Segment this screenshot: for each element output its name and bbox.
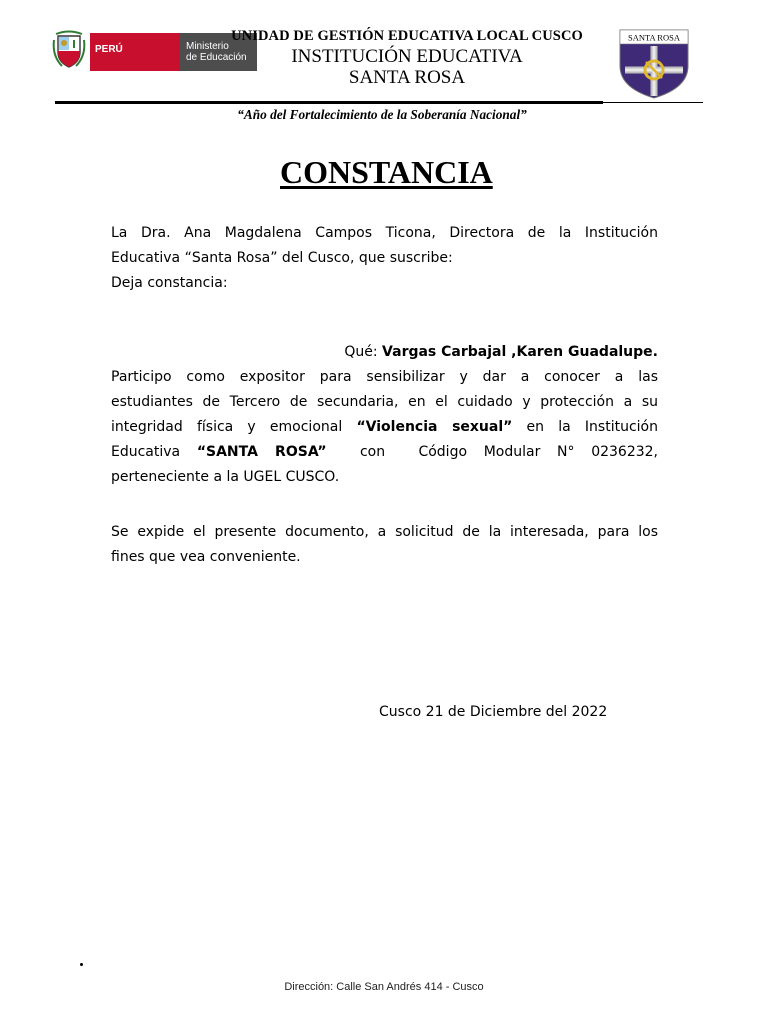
header-rule-thin <box>603 102 703 103</box>
year-motto: “Año del Fortalecimiento de la Soberanía Nacional” <box>237 107 527 122</box>
topic-title: “Violencia sexual” <box>356 419 513 435</box>
recipient-prefix: Qué: <box>344 344 383 360</box>
intro-paragraph <box>111 221 658 296</box>
intro-line-3: Deja constancia: <box>111 275 228 291</box>
closing-line-1: Se expide el presente documento, a solicitud de la interesada, para los <box>111 524 658 540</box>
body-line-1: Participo como expositor para sensibilizar y dar a conocer a las <box>111 369 658 385</box>
ministry-line2: de Educación <box>186 52 247 63</box>
ministry-line1: Ministerio <box>186 41 229 52</box>
ugel-name: UNIDAD DE GESTIÓN EDUCATIVA LOCAL CUSCO <box>231 28 583 44</box>
institution-type: INSTITUCIÓN EDUCATIVA <box>291 46 523 67</box>
document-title: CONSTANCIA <box>280 154 493 190</box>
body-line-4-a: Educativa <box>111 444 197 460</box>
institution-name: SANTA ROSA <box>348 67 466 88</box>
peru-coat-of-arms-icon <box>52 30 86 70</box>
closing-line-2: fines que vea conveniente. <box>111 549 301 565</box>
body-line-3 <box>111 415 658 440</box>
intro-line-1: La Dra. Ana Magdalena Campos Ticona, Directora de la Institución <box>111 225 658 241</box>
header-rule <box>55 101 603 104</box>
body-line-3-a: integridad física y emocional <box>111 419 357 435</box>
recipient-name: Vargas Carbajal ,Karen Guadalupe. <box>382 344 658 360</box>
crest-label: SANTA ROSA <box>628 32 680 43</box>
body-line-5: perteneciente a la UGEL CUSCO. <box>111 469 340 485</box>
intro-line-2: Educativa “Santa Rosa” del Cusco, que suscribe: <box>111 250 453 266</box>
santa-rosa-crest-icon <box>617 26 691 100</box>
footer-address: Dirección: Calle San Andrés 414 - Cusco <box>284 981 484 993</box>
body-line-4-b: con Código Modular N° 0236232, <box>326 444 658 460</box>
closing-paragraph <box>111 520 658 570</box>
peru-flag-box <box>90 33 180 71</box>
body-paragraph <box>111 365 658 490</box>
school-name: “SANTA ROSA” <box>196 444 327 460</box>
letterhead <box>200 26 614 89</box>
recipient-line <box>111 340 658 365</box>
body-line-4 <box>111 440 658 465</box>
ministry-of-education-logo <box>52 30 247 72</box>
body-line-2: estudiantes de Tercero de secundaria, en el cuidado y protección a su <box>111 394 658 410</box>
issue-date: Cusco 21 de Diciembre del 2022 <box>379 704 608 720</box>
country-label: PERÚ <box>95 44 123 55</box>
stray-dot <box>80 963 83 966</box>
body-line-3-b: en la Institución <box>512 419 658 435</box>
